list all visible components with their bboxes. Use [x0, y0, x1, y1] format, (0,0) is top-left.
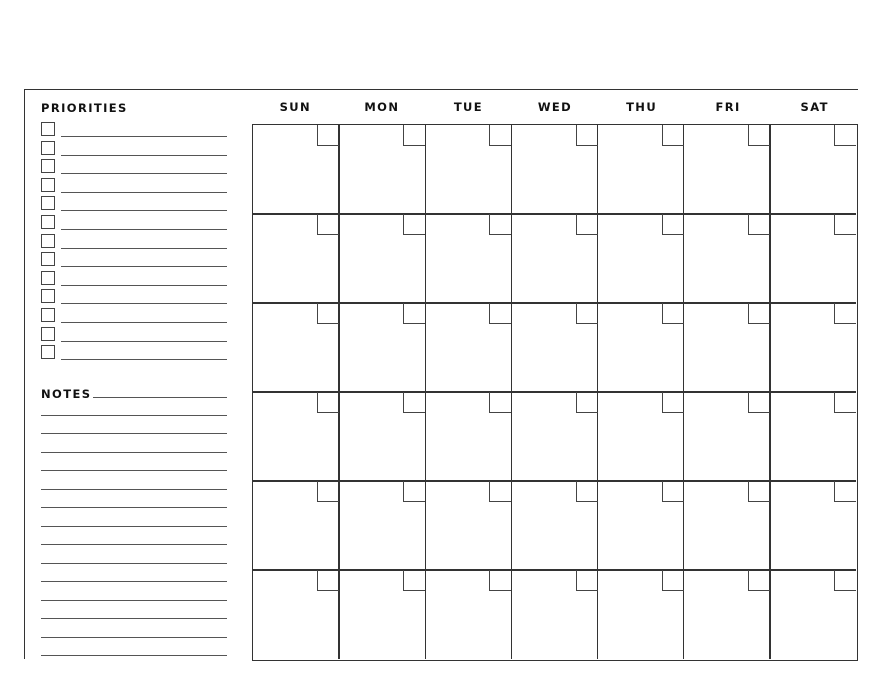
date-number-box[interactable]	[662, 214, 684, 235]
day-cell[interactable]	[770, 570, 856, 659]
day-cell[interactable]	[425, 570, 511, 659]
day-cell[interactable]	[339, 570, 425, 659]
day-cell[interactable]	[684, 125, 770, 214]
date-number-box[interactable]	[834, 125, 856, 146]
day-cell[interactable]	[253, 392, 339, 481]
day-cell[interactable]	[253, 214, 339, 303]
date-number-box[interactable]	[317, 392, 339, 413]
day-header-wed: WED	[537, 100, 573, 114]
priority-checkbox[interactable]	[41, 234, 55, 248]
day-cell[interactable]	[339, 481, 425, 570]
priority-write-line[interactable]	[61, 341, 227, 342]
day-cell[interactable]	[598, 570, 684, 659]
date-number-box[interactable]	[576, 303, 598, 324]
priority-write-line[interactable]	[61, 322, 227, 323]
day-cell[interactable]	[770, 303, 856, 392]
day-header-fri: FRI	[715, 100, 741, 114]
day-cell[interactable]	[770, 392, 856, 481]
priority-item	[41, 141, 227, 160]
date-number-box[interactable]	[403, 570, 425, 591]
priority-checkbox[interactable]	[41, 308, 55, 322]
priority-write-line[interactable]	[61, 229, 227, 230]
priority-checkbox[interactable]	[41, 271, 55, 285]
day-cell[interactable]	[511, 214, 597, 303]
date-number-box[interactable]	[317, 570, 339, 591]
note-line[interactable]	[41, 434, 227, 453]
day-cell[interactable]	[425, 481, 511, 570]
priority-item	[41, 159, 227, 178]
date-number-box[interactable]	[662, 303, 684, 324]
day-header-sun: SUN	[279, 100, 312, 114]
priorities-heading: PRIORITIES	[41, 101, 128, 115]
date-number-box[interactable]	[662, 392, 684, 413]
top-border-rule	[24, 89, 858, 90]
date-number-box[interactable]	[489, 570, 511, 591]
day-cell[interactable]	[253, 303, 339, 392]
calendar-grid	[252, 124, 858, 661]
priority-checkbox[interactable]	[41, 141, 55, 155]
priority-checkbox[interactable]	[41, 289, 55, 303]
notes-lines	[41, 397, 227, 656]
date-number-box[interactable]	[403, 125, 425, 146]
day-header-mon: MON	[364, 100, 400, 114]
priority-write-line[interactable]	[61, 303, 227, 304]
day-cell[interactable]	[511, 481, 597, 570]
day-cell[interactable]	[684, 570, 770, 659]
date-number-box[interactable]	[489, 392, 511, 413]
priority-item	[41, 327, 227, 346]
date-number-box[interactable]	[748, 303, 770, 324]
date-number-box[interactable]	[662, 570, 684, 591]
priority-checkbox[interactable]	[41, 159, 55, 173]
note-line[interactable]	[41, 397, 227, 416]
priority-write-line[interactable]	[61, 136, 227, 137]
day-cell[interactable]	[511, 125, 597, 214]
date-number-box[interactable]	[576, 481, 598, 502]
date-number-box[interactable]	[403, 392, 425, 413]
day-cell[interactable]	[770, 125, 856, 214]
priority-item	[41, 178, 227, 197]
date-number-box[interactable]	[576, 570, 598, 591]
date-number-box[interactable]	[834, 392, 856, 413]
day-header-sat: SAT	[800, 100, 829, 114]
date-number-box[interactable]	[317, 303, 339, 324]
note-line[interactable]	[41, 638, 227, 657]
date-number-box[interactable]	[489, 214, 511, 235]
priority-write-line[interactable]	[61, 285, 227, 286]
priority-checkbox[interactable]	[41, 252, 55, 266]
date-number-box[interactable]	[834, 570, 856, 591]
priority-checkbox[interactable]	[41, 327, 55, 341]
day-cell[interactable]	[253, 481, 339, 570]
date-number-box[interactable]	[403, 481, 425, 502]
day-cell[interactable]	[425, 214, 511, 303]
priority-item	[41, 234, 227, 253]
note-line[interactable]	[41, 416, 227, 435]
day-cell[interactable]	[598, 481, 684, 570]
note-line[interactable]	[41, 471, 227, 490]
date-number-box[interactable]	[834, 481, 856, 502]
priority-item	[41, 252, 227, 271]
day-cell[interactable]	[684, 392, 770, 481]
day-cell[interactable]	[253, 570, 339, 659]
date-number-box[interactable]	[403, 214, 425, 235]
date-number-box[interactable]	[748, 214, 770, 235]
day-cell[interactable]	[253, 125, 339, 214]
note-line[interactable]	[41, 527, 227, 546]
note-line[interactable]	[41, 564, 227, 583]
priority-write-line[interactable]	[61, 266, 227, 267]
date-number-box[interactable]	[576, 125, 598, 146]
priority-checkbox[interactable]	[41, 178, 55, 192]
date-number-box[interactable]	[489, 481, 511, 502]
note-line[interactable]	[41, 453, 227, 472]
priority-item	[41, 271, 227, 290]
day-cell[interactable]	[770, 481, 856, 570]
day-cell[interactable]	[339, 214, 425, 303]
priority-item	[41, 308, 227, 327]
date-number-box[interactable]	[748, 570, 770, 591]
day-cell[interactable]	[511, 570, 597, 659]
note-line[interactable]	[41, 545, 227, 564]
date-number-box[interactable]	[317, 214, 339, 235]
date-number-box[interactable]	[317, 481, 339, 502]
date-number-box[interactable]	[748, 392, 770, 413]
note-line[interactable]	[41, 582, 227, 601]
date-number-box[interactable]	[576, 392, 598, 413]
day-cell[interactable]	[425, 303, 511, 392]
day-header-thu: THU	[626, 100, 658, 114]
priority-item	[41, 196, 227, 215]
note-line[interactable]	[41, 619, 227, 638]
priority-write-line[interactable]	[61, 173, 227, 174]
day-cell[interactable]	[770, 214, 856, 303]
day-cell[interactable]	[425, 392, 511, 481]
notes-heading: NOTES	[41, 387, 92, 401]
note-line[interactable]	[41, 490, 227, 509]
date-number-box[interactable]	[489, 303, 511, 324]
day-cell[interactable]	[511, 303, 597, 392]
priority-write-line[interactable]	[61, 210, 227, 211]
priority-item	[41, 122, 227, 141]
priority-write-line[interactable]	[61, 248, 227, 249]
date-number-box[interactable]	[748, 481, 770, 502]
priorities-list	[41, 122, 227, 364]
date-number-box[interactable]	[403, 303, 425, 324]
day-cell[interactable]	[684, 214, 770, 303]
priority-checkbox[interactable]	[41, 215, 55, 229]
day-cell[interactable]	[598, 392, 684, 481]
day-cell[interactable]	[339, 303, 425, 392]
day-cell[interactable]	[511, 392, 597, 481]
day-cell[interactable]	[425, 125, 511, 214]
priority-item	[41, 289, 227, 308]
day-header-tue: TUE	[453, 100, 484, 114]
date-number-box[interactable]	[748, 125, 770, 146]
weekday-header-row	[252, 100, 858, 114]
priority-checkbox[interactable]	[41, 122, 55, 136]
note-line[interactable]	[41, 508, 227, 527]
date-number-box[interactable]	[834, 303, 856, 324]
date-number-box[interactable]	[834, 214, 856, 235]
day-cell[interactable]	[684, 481, 770, 570]
date-number-box[interactable]	[489, 125, 511, 146]
date-number-box[interactable]	[662, 125, 684, 146]
day-cell[interactable]	[339, 392, 425, 481]
priority-write-line[interactable]	[61, 155, 227, 156]
priority-item	[41, 345, 227, 364]
day-cell[interactable]	[339, 125, 425, 214]
priority-checkbox[interactable]	[41, 196, 55, 210]
note-line[interactable]	[41, 601, 227, 620]
priority-write-line[interactable]	[61, 359, 227, 360]
left-border-rule	[24, 89, 25, 659]
date-number-box[interactable]	[317, 125, 339, 146]
day-cell[interactable]	[598, 125, 684, 214]
priority-write-line[interactable]	[61, 192, 227, 193]
day-cell[interactable]	[684, 303, 770, 392]
day-cell[interactable]	[598, 214, 684, 303]
day-cell[interactable]	[598, 303, 684, 392]
priority-item	[41, 215, 227, 234]
date-number-box[interactable]	[662, 481, 684, 502]
priority-checkbox[interactable]	[41, 345, 55, 359]
date-number-box[interactable]	[576, 214, 598, 235]
